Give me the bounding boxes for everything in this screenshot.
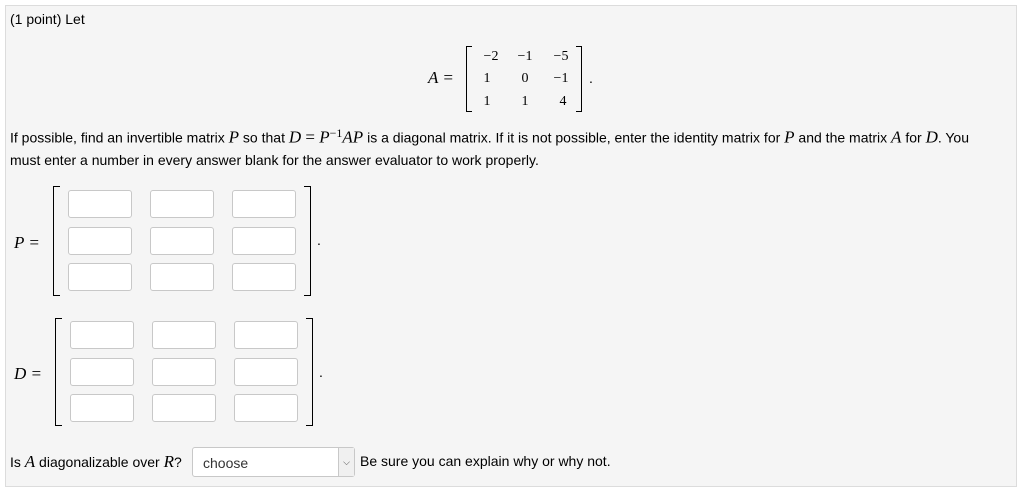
matrix-a-period: .	[589, 70, 593, 86]
matrix-a-cell: 1	[483, 94, 491, 109]
matrix-a-label: A =	[428, 68, 454, 87]
diagonalizable-question: Is A diagonalizable over R?	[10, 452, 182, 471]
instructions-text: If possible, find an invertible matrix P so that $D = P^{-1}AP$ is a diagonal matrix. If it is not possible, enter the identity matrix for P and the matrix A for D. You must enter a number in every answer blank for the answer evaluator to work properly.	[10, 126, 969, 168]
select-value: choose	[203, 455, 249, 471]
p-entry-1-3[interactable]	[232, 190, 296, 218]
p-entry-3-2[interactable]	[150, 263, 214, 291]
d-entry-1-2[interactable]	[152, 321, 216, 349]
p-matrix-label: P =	[14, 233, 40, 252]
p-entry-2-1[interactable]	[68, 227, 132, 255]
p-entry-2-3[interactable]	[232, 227, 296, 255]
p-matrix-left-bracket	[53, 186, 60, 296]
d-matrix-right-bracket	[306, 318, 313, 426]
d-entry-3-2[interactable]	[152, 394, 216, 422]
p-matrix-right-bracket	[304, 186, 311, 296]
matrix-a-cell: 4	[559, 94, 567, 109]
d-matrix-label: D =	[14, 364, 42, 383]
p-entry-3-1[interactable]	[68, 263, 132, 291]
d-entry-2-2[interactable]	[152, 358, 216, 386]
p-entry-1-2[interactable]	[150, 190, 214, 218]
d-matrix-left-bracket	[55, 318, 62, 426]
diagonalizable-select[interactable]	[192, 447, 355, 477]
chevron-down-icon[interactable]: ⌵	[338, 448, 354, 476]
matrix-a-cell: −5	[553, 49, 569, 64]
p-entry-2-2[interactable]	[150, 227, 214, 255]
matrix-a-cell: −2	[483, 49, 499, 64]
d-entry-3-3[interactable]	[234, 394, 298, 422]
d-entry-2-3[interactable]	[234, 358, 298, 386]
matrix-a-cell: −1	[517, 49, 533, 64]
d-matrix-period: .	[319, 364, 323, 380]
matrix-a-cell: −1	[553, 71, 569, 86]
d-entry-2-1[interactable]	[70, 358, 134, 386]
matrix-a	[466, 46, 582, 112]
d-entry-1-1[interactable]	[70, 321, 134, 349]
p-entry-1-1[interactable]	[68, 190, 132, 218]
matrix-a-cell: 1	[521, 94, 529, 109]
p-matrix-period: .	[317, 232, 321, 248]
problem-header: (1 point) Let	[10, 11, 85, 27]
d-entry-1-3[interactable]	[234, 321, 298, 349]
explain-note: Be sure you can explain why or why not.	[360, 453, 611, 469]
p-entry-3-3[interactable]	[232, 263, 296, 291]
d-entry-3-1[interactable]	[70, 394, 134, 422]
matrix-a-cell: 1	[483, 71, 491, 86]
matrix-a-cell: 0	[521, 71, 529, 86]
